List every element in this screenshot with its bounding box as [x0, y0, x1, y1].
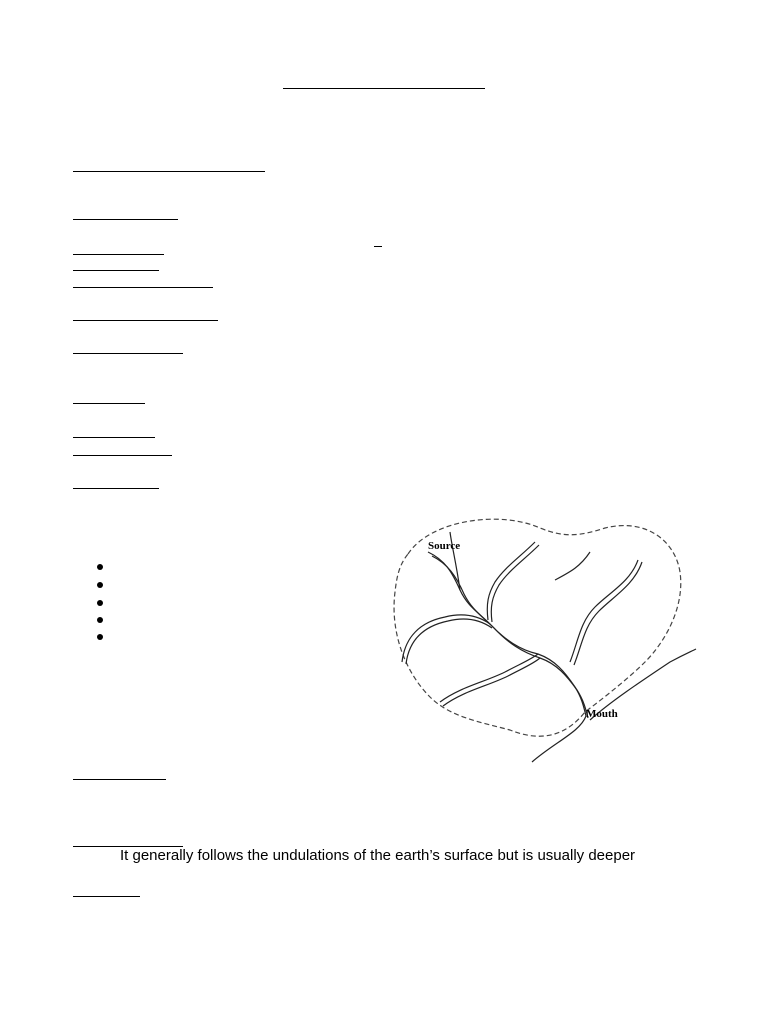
term-underline	[73, 488, 159, 489]
term-underline	[73, 320, 218, 321]
term-underline	[73, 403, 145, 404]
term-underline	[73, 437, 155, 438]
section-heading-underline	[73, 171, 265, 172]
term-underline	[73, 270, 159, 271]
term-underline	[73, 353, 183, 354]
source-label: Source	[428, 540, 461, 552]
dash-mark	[374, 246, 382, 247]
bullet	[97, 582, 103, 588]
mouth-label: Mouth	[586, 708, 618, 720]
term-underline	[73, 287, 213, 288]
bullet	[97, 634, 103, 640]
term-underline	[73, 455, 172, 456]
term-underline	[73, 896, 140, 897]
river-basin-diagram	[390, 512, 702, 764]
bullet	[97, 617, 103, 623]
body-text-line: It generally follows the undulations of the earth’s surface but is usually deeper	[120, 847, 636, 864]
bullet	[97, 600, 103, 606]
title-underline	[283, 88, 485, 89]
term-underline	[73, 779, 166, 780]
term-underline	[73, 254, 164, 255]
bullet	[97, 564, 103, 570]
term-underline	[73, 219, 178, 220]
